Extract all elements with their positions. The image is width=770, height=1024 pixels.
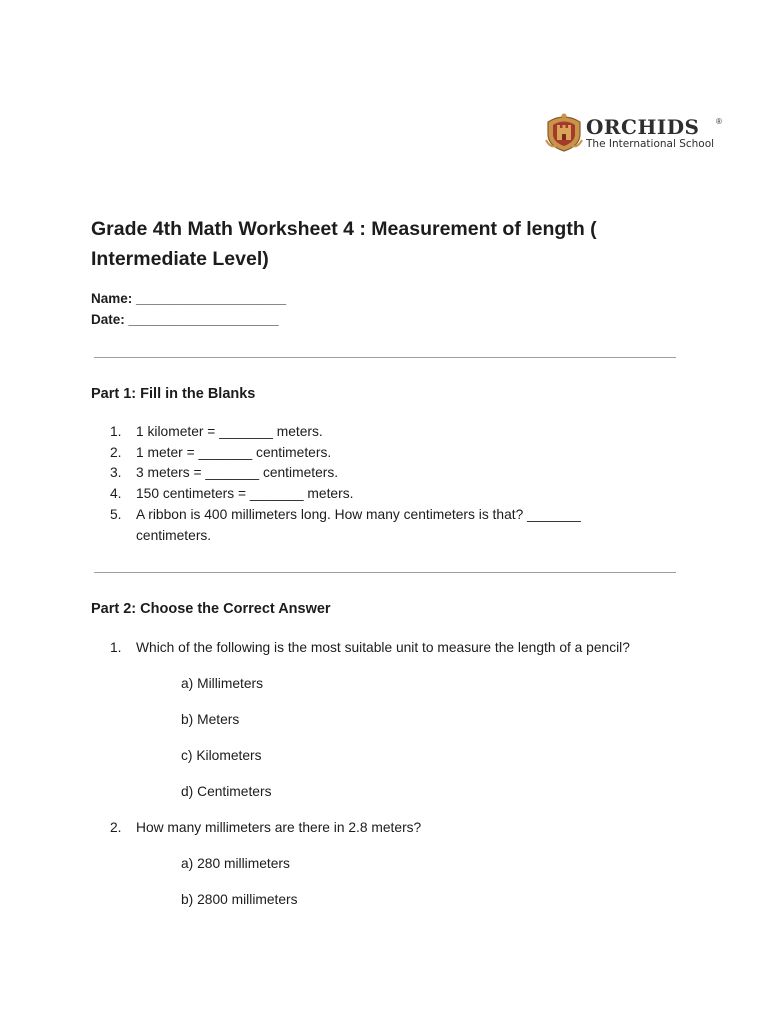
blank-item-5-continued: centimeters. xyxy=(136,528,212,543)
question-2-option-a: a) 280 millimeters xyxy=(181,856,290,871)
blank-item-4: 150 centimeters = _______ meters. xyxy=(136,486,354,501)
item-number: 2. xyxy=(110,445,122,460)
blank-item-5: A ribbon is 400 millimeters long. How many centimeters is that? _______ xyxy=(136,507,581,522)
question-1-text: Which of the following is the most suitable unit to measure the length of a pencil? xyxy=(136,640,630,655)
question-1-option-c: c) Kilometers xyxy=(181,748,262,763)
part2-heading: Part 2: Choose the Correct Answer xyxy=(91,601,331,617)
question-number: 1. xyxy=(110,640,122,655)
registered-mark: ® xyxy=(716,117,722,126)
date-field: Date: ____________________ xyxy=(91,312,279,327)
school-logo xyxy=(544,110,724,154)
logo-tagline: The International School xyxy=(586,138,715,150)
question-1-option-b: b) Meters xyxy=(181,712,240,727)
question-1-option-a: a) Millimeters xyxy=(181,676,264,691)
logo-wordmark: ORCHIDS xyxy=(586,115,700,139)
crest-icon xyxy=(544,110,584,152)
item-number: 5. xyxy=(110,507,122,522)
blank-item-1: 1 kilometer = _______ meters. xyxy=(136,424,323,439)
item-number: 3. xyxy=(110,465,122,480)
item-number: 4. xyxy=(110,486,122,501)
section-divider xyxy=(94,357,676,358)
question-number: 2. xyxy=(110,820,122,835)
question-2-text: How many millimeters are there in 2.8 meters? xyxy=(136,820,422,835)
question-1-option-d: d) Centimeters xyxy=(181,784,272,799)
blank-item-3: 3 meters = _______ centimeters. xyxy=(136,465,339,480)
name-field: Name: ____________________ xyxy=(91,291,287,306)
section-divider xyxy=(94,572,676,573)
question-2-option-b: b) 2800 millimeters xyxy=(181,892,298,907)
part1-heading: Part 1: Fill in the Blanks xyxy=(91,386,256,402)
item-number: 1. xyxy=(110,424,122,439)
worksheet-title: Grade 4th Math Worksheet 4 : Measurement of length ( Intermediate Level) xyxy=(91,218,597,270)
blank-item-2: 1 meter = _______ centimeters. xyxy=(136,445,332,460)
